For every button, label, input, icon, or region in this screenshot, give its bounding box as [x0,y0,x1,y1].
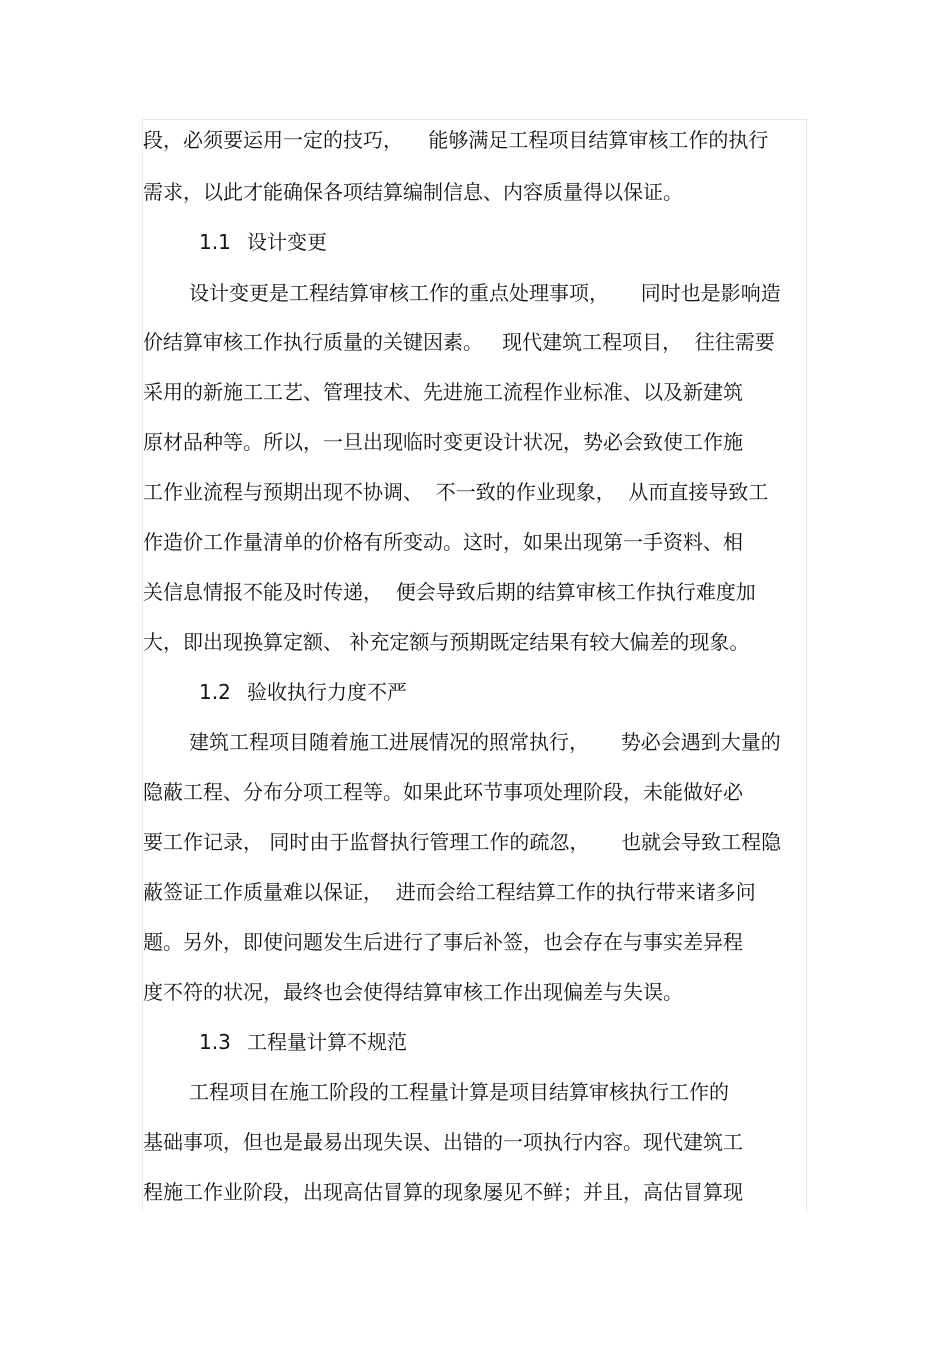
body-line: 采用的新施工工艺、管理技术、先进施工流程作业标准、以及新建筑 [143,380,743,404]
body-line: 建筑工程项目随着施工进展情况的照常执行， 势必会遇到大量的 [189,730,781,754]
body-line: 原材品种等。所以，一旦出现临时变更设计状况，势必会致使工作施 [143,430,743,454]
body-line: 作造价工作量清单的价格有所变动。这时，如果出现第一手资料、相 [143,530,743,554]
section-title: 设计变更 [247,230,327,254]
section-number: 1.2 [199,680,231,704]
body-line: 要工作记录， 同时由于监督执行管理工作的疏忽， 也就会导致工程隐 [143,830,782,854]
body-line: 工作业流程与预期出现不协调、 不一致的作业现象， 从而直接导致工 [143,480,769,504]
section-title: 验收执行力度不严 [247,680,407,704]
body-line: 需求，以此才能确保各项结算编制信息、内容质量得以保证。 [143,180,683,204]
body-line: 设计变更是工程结算审核工作的重点处理事项， 同时也是影响造 [189,281,781,305]
body-line: 隐蔽工程、分布分项工程等。如果此环节事项处理阶段，未能做好必 [143,780,743,804]
body-line: 关信息情报不能及时传递， 便会导致后期的结算审核工作执行难度加 [143,580,756,604]
body-line: 题。另外，即使问题发生后进行了事后补签，也会存在与事实差异程 [143,930,743,954]
body-line: 基础事项，但也是最易出现失误、出错的一项执行内容。现代建筑工 [143,1130,743,1154]
body-line: 度不符的状况，最终也会使得结算审核工作出现偏差与失误。 [143,980,683,1004]
body-line: 段，必须要运用一定的技巧， 能够满足工程项目结算审核工作的执行 [143,128,769,152]
section-number: 1.1 [199,230,231,254]
section-heading-1-1 [199,230,327,254]
body-line: 工程项目在施工阶段的工程量计算是项目结算审核执行工作的 [189,1080,729,1104]
section-number: 1.3 [199,1030,231,1054]
section-heading-1-3 [199,1030,407,1054]
section-heading-1-2 [199,680,407,704]
body-line: 大，即出现换算定额、 补充定额与预期既定结果有较大偏差的现象。 [143,630,750,654]
body-line: 价结算审核工作执行质量的关键因素。 现代建筑工程项目， 往往需要 [143,330,775,354]
body-line: 程施工作业阶段，出现高估冒算的现象屡见不鲜；并且，高估冒算现 [143,1180,743,1204]
body-line: 蔽签证工作质量难以保证， 进而会给工程结算工作的执行带来诸多问 [143,880,756,904]
section-title: 工程量计算不规范 [247,1030,407,1054]
